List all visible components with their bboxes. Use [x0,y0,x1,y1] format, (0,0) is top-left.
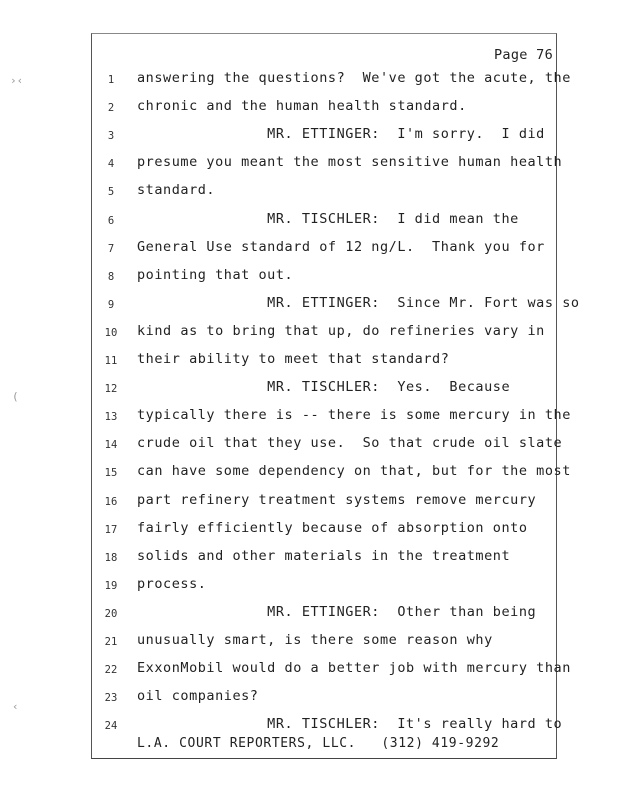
transcript-line [0,154,619,174]
line-number: 6 [107,214,115,227]
punch-hole-mark-bottom: ‹ [12,700,19,713]
line-number: 1 [107,74,115,86]
line-number: 15 [104,467,118,480]
transcript-line [0,295,619,315]
line-text: chronic and the human health standard. [137,98,467,115]
transcript-line [0,323,619,343]
transcript-line [0,548,619,568]
transcript-line [0,182,619,202]
line-number: 14 [104,439,118,452]
line-text: unusually smart, is there some reason why [137,632,493,648]
transcript-line [0,520,619,540]
line-number: 9 [107,298,115,311]
line-number: 12 [104,383,118,396]
line-number: 2 [107,102,115,115]
line-text: oil companies? [137,688,259,705]
line-number: 18 [104,551,118,564]
line-text: MR. ETTINGER: Since Mr. Fort was so [137,294,580,311]
line-text: MR. ETTINGER: Other than being [137,603,537,620]
line-text: ExxonMobil would do a better job with mercury than [137,660,571,677]
line-text: presume you meant the most sensitive human health [137,154,563,171]
transcript-line [0,632,619,652]
line-text: answering the questions? We've got the acute, the [137,70,571,86]
line-text: their ability to meet that standard? [137,351,450,367]
line-text: pointing that out. [137,266,294,283]
line-number: 13 [104,411,118,424]
line-number: 22 [104,664,118,677]
transcript-line [0,604,619,624]
transcript-line [0,407,619,427]
line-number: 8 [107,270,115,283]
line-number: 23 [104,692,118,705]
transcript-line [0,716,619,736]
punch-hole-mark-middle: ( [12,390,19,403]
transcript-line [0,267,619,287]
line-number: 4 [107,158,115,171]
line-text: crude oil that they use. So that crude oil slate [137,435,563,452]
transcript-line [0,660,619,680]
reporter-footer: L.A. COURT REPORTERS, LLC. (312) 419-9292 [137,736,500,751]
line-text: part refinery treatment systems remove mercury [137,491,537,508]
line-text: typically there is -- there is some mercury in the [137,407,571,424]
transcript-line [0,463,619,483]
transcript-line [0,98,619,118]
transcript-line [0,70,619,90]
transcript-line [0,379,619,399]
page-number: Page 76 [494,47,553,63]
line-number: 3 [107,130,115,143]
transcript-line [0,435,619,455]
line-number: 10 [104,326,118,339]
line-number: 19 [104,579,118,592]
line-number: 16 [104,495,118,508]
transcript-line [0,126,619,146]
transcript-line [0,688,619,708]
line-text: fairly efficiently because of absorption onto [137,519,528,536]
line-text: General Use standard of 12 ng/L. Thank you for [137,238,545,255]
punch-hole-mark-top: ›‹ [10,74,24,87]
line-text: solids and other materials in the treatment [137,547,511,564]
line-text: MR. ETTINGER: I'm sorry. I did [137,126,545,143]
line-number: 21 [104,636,118,648]
line-text: process. [137,575,207,592]
line-text: MR. TISCHLER: It's really hard to [137,716,563,733]
line-number: 17 [104,523,118,536]
line-number: 5 [107,186,115,199]
line-text: kind as to bring that up, do refineries vary in [137,322,545,339]
transcript-line [0,576,619,596]
transcript-line [0,239,619,259]
line-number: 24 [104,720,118,733]
line-number: 11 [104,355,118,367]
line-text: MR. TISCHLER: Yes. Because [137,379,511,396]
line-number: 20 [104,607,118,620]
transcript-line [0,351,619,371]
line-number: 7 [107,242,115,255]
line-text: MR. TISCHLER: I did mean the [137,210,519,227]
line-text: standard. [137,182,216,199]
transcript-line [0,211,619,231]
transcript-line [0,492,619,512]
line-text: can have some dependency on that, but for the most [137,463,571,480]
